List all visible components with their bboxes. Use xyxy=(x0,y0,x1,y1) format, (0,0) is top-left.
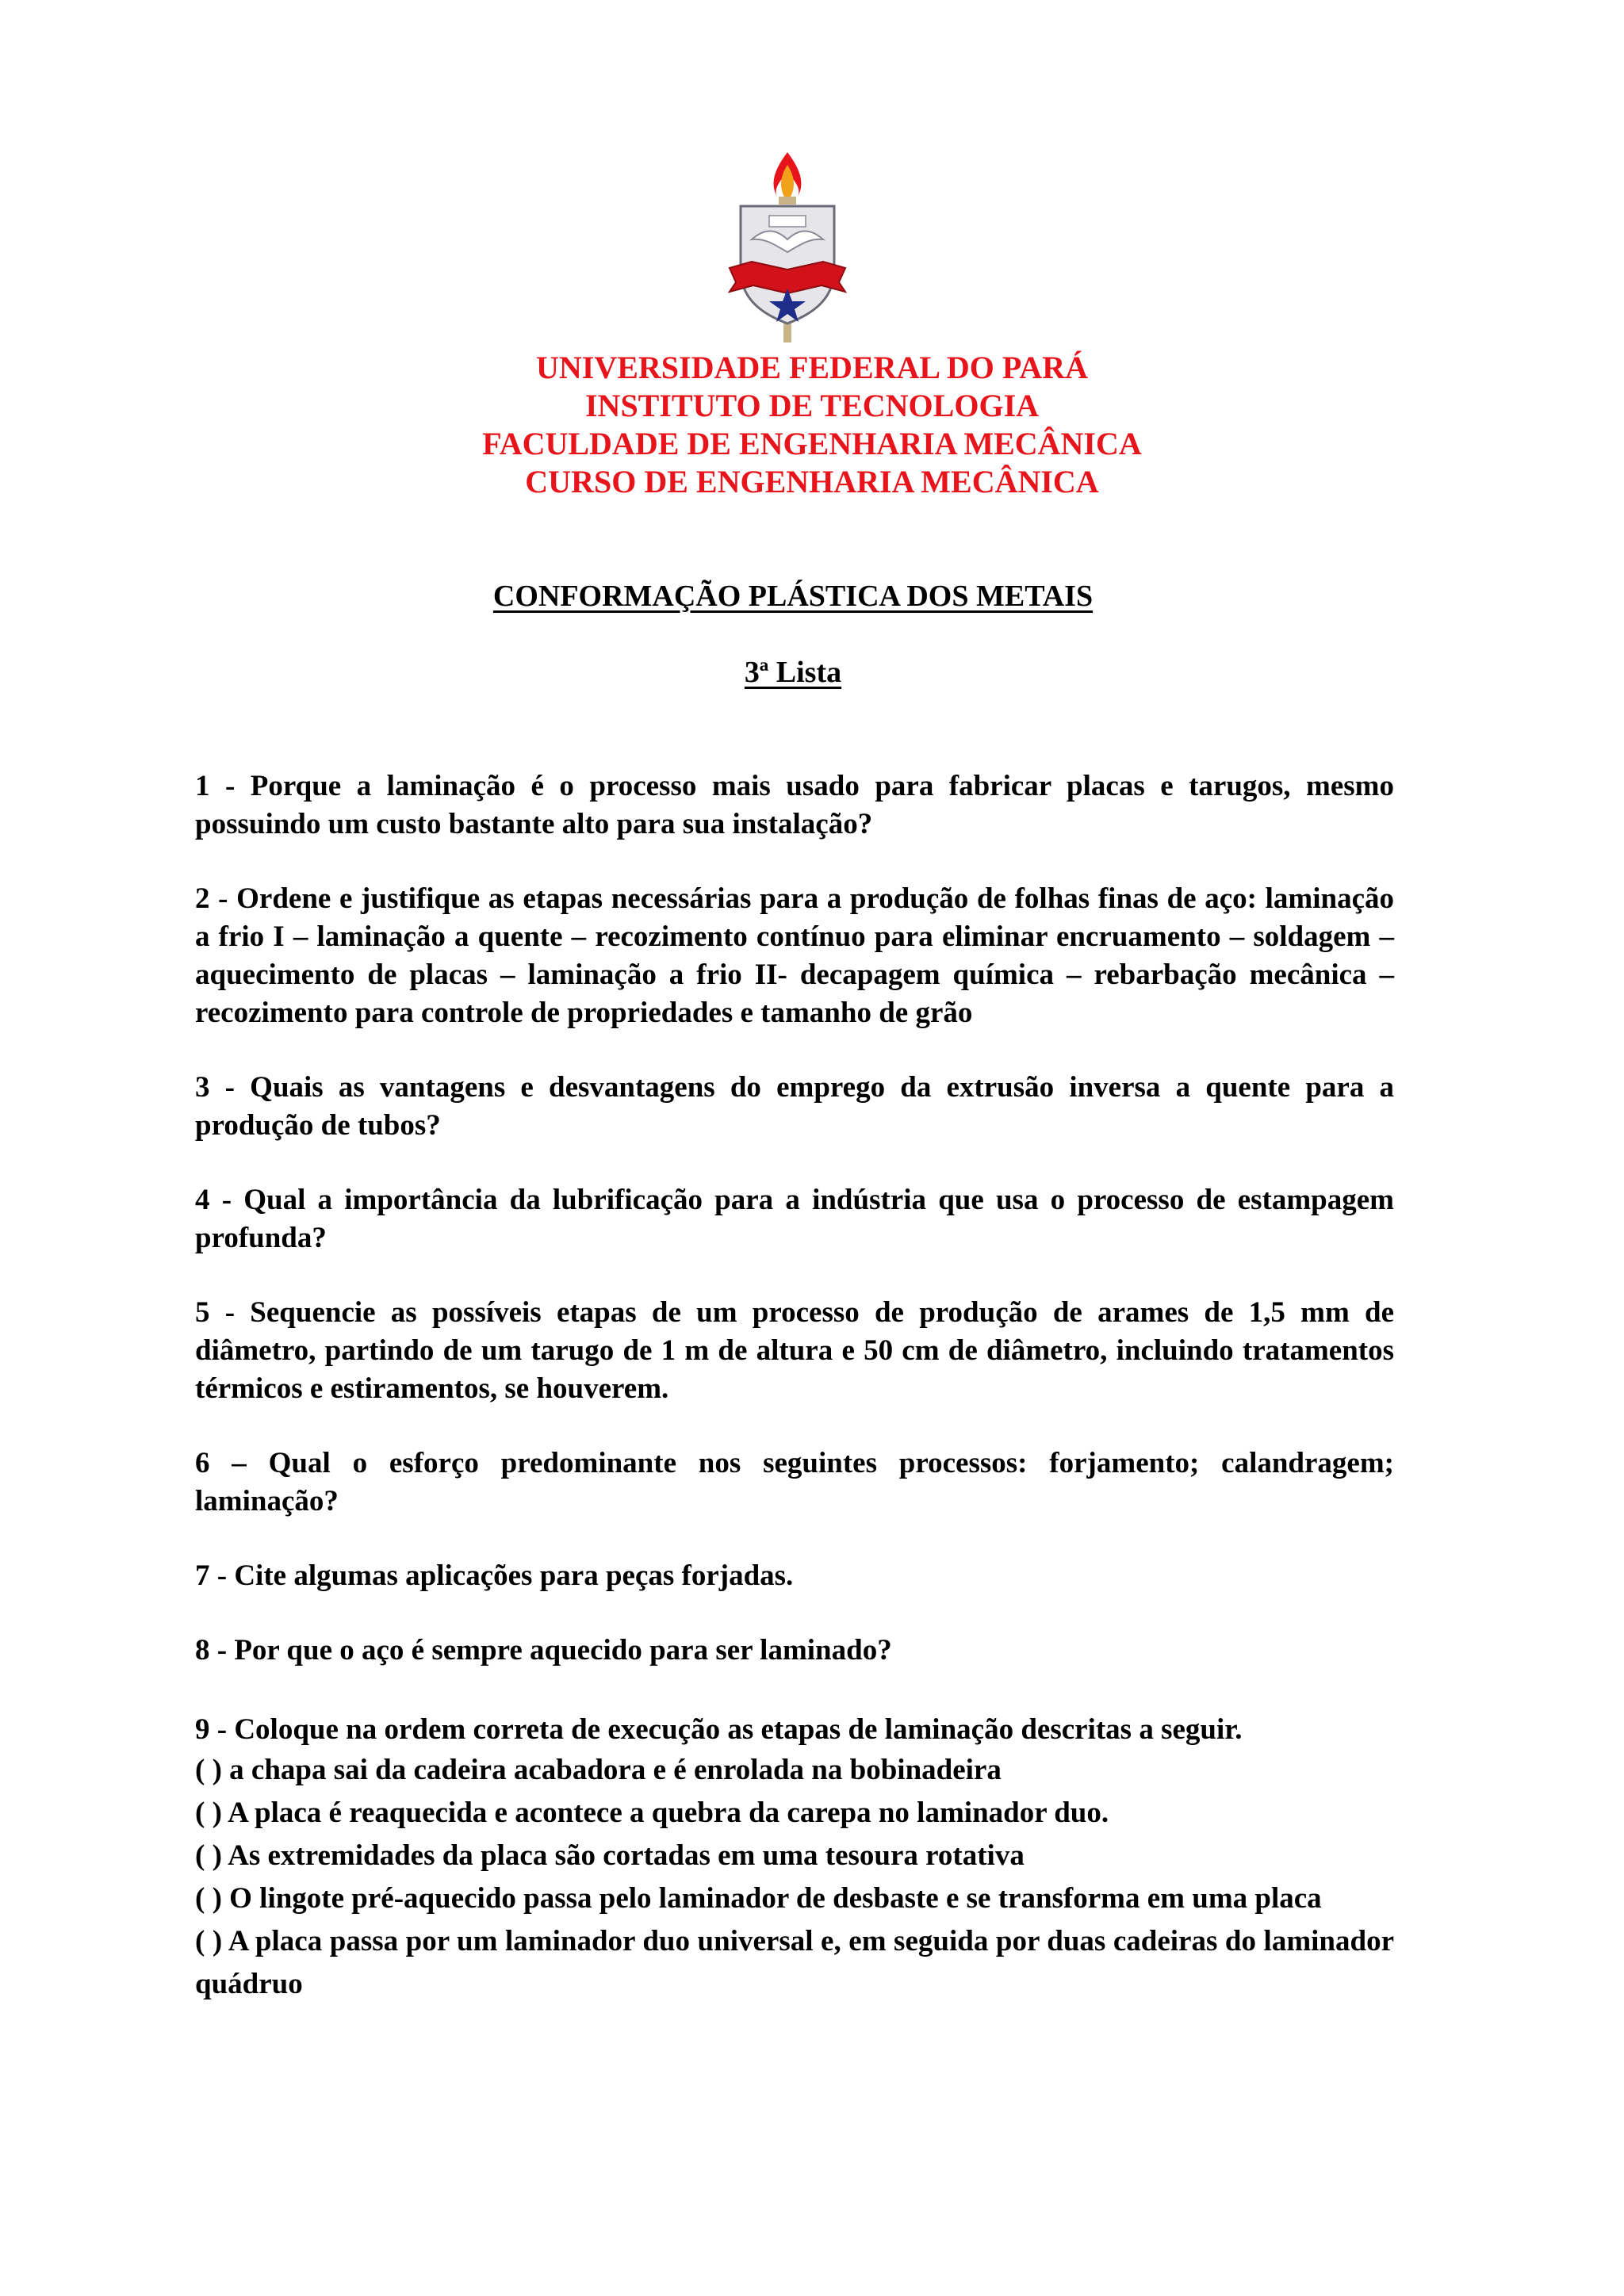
institute-name: INSTITUTO DE TECNOLOGIA xyxy=(584,388,1040,423)
option-3: ( ) As extremidades da placa são cortadas em uma tesoura rotativa xyxy=(195,1839,1025,1872)
list-label xyxy=(0,653,1586,691)
list-label-text: 3ª Lista xyxy=(744,656,842,689)
document-title-text: CONFORMAÇÃO PLÁSTICA DOS METAIS xyxy=(492,580,1094,613)
question-6: 6 – Qual o esforço predominante nos seguintes processos: forjamento; calandragem; laminação? xyxy=(195,1447,1394,1517)
question-list xyxy=(195,767,1394,2006)
option-4: ( ) O lingote pré-aquecido passa pelo laminador de desbaste e se transforma em uma placa xyxy=(195,1882,1322,1915)
option-5: ( ) A placa passa por um laminador duo universal e, em seguida por duas cadeiras do laminador quádruo xyxy=(195,1925,1394,2000)
university-name: UNIVERSIDADE FEDERAL DO PARÁ xyxy=(536,350,1088,385)
question-5: 5 - Sequencie as possíveis etapas de um processo de produção de arames de 1,5 mm de diâmetro, partindo de um tarugo de 1 m de altura e 50 cm de diâmetro, incluindo tratamentos térmicos e estiramentos, se houverem. xyxy=(195,1296,1394,1405)
question-4: 4 - Qual a importância da lubrificação para a indústria que usa o processo de estampagem profunda? xyxy=(195,1184,1394,1254)
option-1: ( ) a chapa sai da cadeira acabadora e é enrolada na bobinadeira xyxy=(195,1754,1002,1786)
university-crest-icon xyxy=(728,151,847,349)
question-7: 7 - Cite algumas aplicações para peças forjadas. xyxy=(195,1559,794,1592)
question-8: 8 - Por que o aço é sempre aquecido para ser laminado? xyxy=(195,1634,892,1667)
question-3: 3 - Quais as vantagens e desvantagens do emprego da extrusão inversa a quente para a produção de tubos? xyxy=(195,1071,1394,1142)
course-name: CURSO DE ENGENHARIA MECÂNICA xyxy=(525,464,1099,499)
question-1: 1 - Porque a laminação é o processo mais usado para fabricar placas e tarugos, mesmo possuindo um custo bastante alto para sua instalação? xyxy=(195,770,1394,840)
question-9: 9 - Coloque na ordem correta de execução as etapas de laminação descritas a seguir. xyxy=(195,1713,1243,1746)
option-2: ( ) A placa é reaquecida e acontece a quebra da carepa no laminador duo. xyxy=(195,1797,1109,1829)
institution-header xyxy=(0,349,1624,501)
faculty-name: FACULDADE DE ENGENHARIA MECÂNICA xyxy=(482,426,1142,461)
question-2: 2 - Ordene e justifique as etapas necessárias para a produção de folhas finas de aço: laminação a frio I – laminação a quente – recozimento contínuo para eliminar encruamento – soldagem – aquecimento de placas – laminação a frio II- decapagem química – rebarbação mecânica – recozimento para controle de propriedades e tamanho de grão xyxy=(195,882,1394,1029)
document-title xyxy=(0,577,1586,615)
